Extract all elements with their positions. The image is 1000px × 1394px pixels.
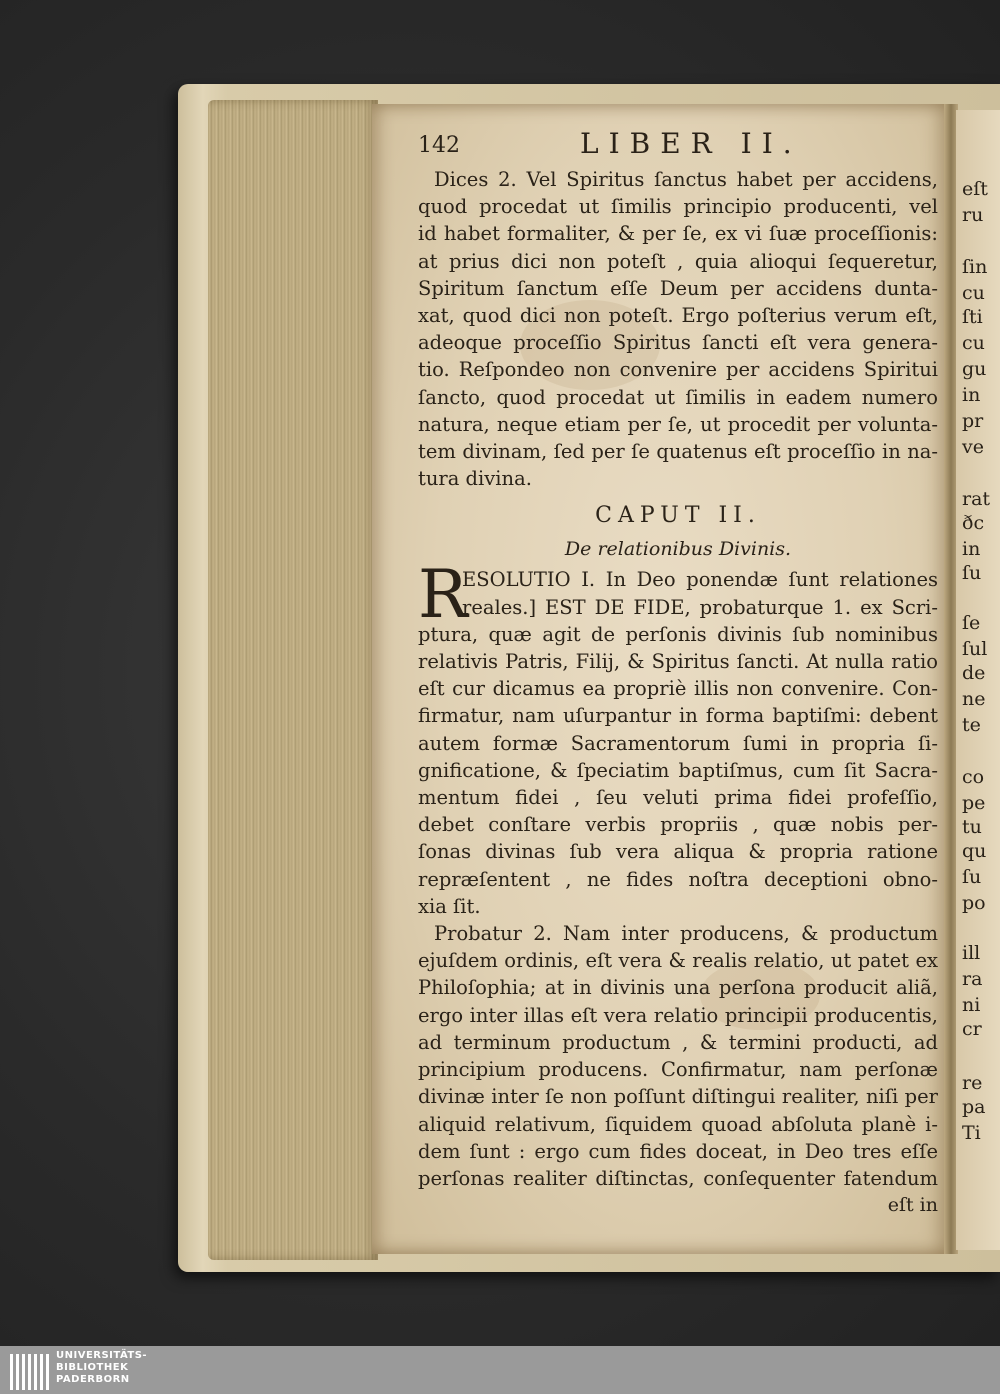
text-line: principium producens. Confirmatur, nam perſonæ	[418, 1058, 938, 1082]
facing-page-fragment: ſu	[962, 866, 982, 888]
text-line: gnificatione, & ſpeciatim baptiſmus, cum ſit Sacra-	[418, 758, 938, 782]
text-line: id habet formaliter, & per ſe, ex vi ſuæ proceſſionis:	[418, 222, 938, 246]
paragraph-probatur	[418, 920, 938, 1192]
facing-page-fragment: pe	[962, 792, 986, 814]
text-line: ptura, quæ agit de perſonis divinis ſub nominibus	[418, 622, 938, 646]
text-line: divinæ inter ſe non poſſunt diſtingui realiter, niſi per	[418, 1085, 938, 1109]
text-line: xat, quod dici non poteſt. Ergo poſterius verum eſt,	[418, 304, 938, 328]
text-line: quod procedat ut ſimilis principio producenti, vel	[418, 195, 938, 219]
text-line: xia ſit.	[418, 894, 481, 918]
library-logo-icon	[10, 1350, 50, 1390]
facing-page-fragment: de	[962, 662, 986, 684]
text-line: mentum fidei , ſeu veluti prima fidei profeſſio,	[418, 786, 938, 810]
facing-page-fragment: ſin	[962, 256, 988, 278]
text-line: natura, neque etiam per ſe, ut procedit per volunta-	[418, 412, 938, 436]
facing-page-fragment: ve	[962, 436, 984, 458]
facing-page-fragment: ill	[962, 942, 981, 964]
facing-page-fragment: cu	[962, 332, 985, 354]
page-edges	[208, 100, 378, 1260]
facing-page-fragment: ſu	[962, 562, 982, 584]
facing-page-fragment: ſti	[962, 306, 983, 328]
facing-page-fragment: tu	[962, 816, 982, 838]
facing-page-fragment: ni	[962, 994, 981, 1016]
text-line: aliquid relativum, ſiquidem quoad abſoluta planè i-	[418, 1112, 938, 1136]
library-logo-text: UNIVERSITÄTS- BIBLIOTHEK PADERBORN	[56, 1350, 148, 1385]
facing-page-fragment: re	[962, 1072, 983, 1094]
facing-page-fragment: eſt	[962, 178, 988, 200]
facing-page-fragment: pr	[962, 410, 984, 432]
text-line: debet conſtare verbis propriis , quæ nobis per-	[418, 813, 938, 837]
facing-page-fragment: po	[962, 892, 986, 914]
library-footer-bar	[0, 1346, 1000, 1394]
text-line: perſonas realiter diſtinctas, conſequenter fatendum	[418, 1166, 938, 1190]
running-head	[418, 127, 938, 164]
text-line: at prius dici non poteſt , quia alioqui ſequeretur,	[418, 249, 938, 273]
facing-page-fragment: pa	[962, 1096, 986, 1118]
text-line: tio. Reſpondeo non convenire per accidens Spiritui	[418, 358, 938, 382]
facing-page-fragment: gu	[962, 358, 987, 380]
chapter-heading: CAPUT II.	[595, 503, 761, 529]
catchword: eſt in	[887, 1194, 938, 1217]
facing-page-fragment: ra	[962, 968, 983, 990]
facing-page-fragment: rat	[962, 488, 991, 510]
text-line: Philoſophia; at in divinis una perſona producit aliã,	[418, 976, 938, 1000]
text-line: Dices 2. Vel Spiritus ſanctus habet per accidens,	[434, 168, 938, 191]
facing-page-fragment: te	[962, 714, 981, 736]
text-line: autem formæ Sacramentorum ſumi in propria ſi-	[418, 731, 938, 755]
paragraph-dices	[418, 166, 938, 492]
chapter-subtitle: De relationibus Divinis.	[564, 538, 792, 561]
facing-page-fragment: cr	[962, 1018, 982, 1040]
text-line: ejuſdem ordinis, eſt vera & realis relatio, ut patet ex	[418, 949, 938, 973]
page-number: 142	[418, 133, 460, 158]
facing-page-fragment: ſul	[962, 638, 988, 660]
facing-page-fragment: in	[962, 384, 981, 406]
text-line: dem ſunt : ergo cum fides doceat, in Deo tres eſſe	[418, 1139, 938, 1163]
facing-page-fragment: cu	[962, 282, 985, 304]
facing-page-fragment: ðc	[962, 512, 985, 534]
text-line: ſonas divinas ſub vera aliqua & propria ratione	[418, 840, 938, 864]
text-line: repræſentent , ne fides noſtra deceptioni obno-	[418, 867, 938, 891]
facing-page-fragment: in	[962, 538, 981, 560]
text-line: Probatur 2. Nam inter producens, & productum	[434, 922, 938, 946]
resolutio-paragraph	[418, 556, 938, 920]
facing-page-fragment: Ti	[962, 1122, 981, 1144]
text-line: ad terminum productum , & termini producti, ad	[418, 1030, 938, 1054]
text-line: tem divinam, ſed per ſe quatenus eſt proceſſio in na-	[418, 440, 938, 464]
text-line: reales.] EST DE FIDE, probaturque 1. ex Scri-	[462, 595, 938, 619]
facing-page-fragment: ru	[962, 204, 984, 226]
drop-cap: R	[418, 556, 468, 634]
facing-page-fragment: ſe	[962, 612, 981, 634]
facing-page	[956, 110, 1000, 1250]
text-line: ſancto, quod procedat ut ſimilis in eadem numero	[418, 385, 938, 409]
facing-page-fragment: qu	[962, 840, 987, 862]
text-line: relativis Patris, Filij, & Spiritus ſancti. At nulla ratio	[418, 650, 938, 674]
running-title: LIBER II.	[580, 127, 802, 160]
text-line: adeoque proceſſio Spiritus ſancti eſt vera genera-	[418, 331, 938, 355]
facing-page-fragment: ne	[962, 688, 986, 710]
text-line: eſt cur dicamus ea propriè illis non convenire. Con-	[418, 677, 938, 701]
page-text-block	[418, 127, 938, 1219]
text-line: ergo inter illas eſt vera relatio principii producentis,	[418, 1003, 938, 1027]
facing-page-fragment: co	[962, 766, 985, 788]
text-line: tura divina.	[418, 467, 532, 491]
text-line: firmatur, nam uſurpantur in forma baptiſmi: debent	[418, 704, 938, 728]
text-line: ESOLUTIO I. In Deo ponendæ ſunt relationes	[462, 568, 938, 592]
text-line: Spiritum ſanctum eſſe Deum per accidens dunta-	[418, 276, 938, 300]
